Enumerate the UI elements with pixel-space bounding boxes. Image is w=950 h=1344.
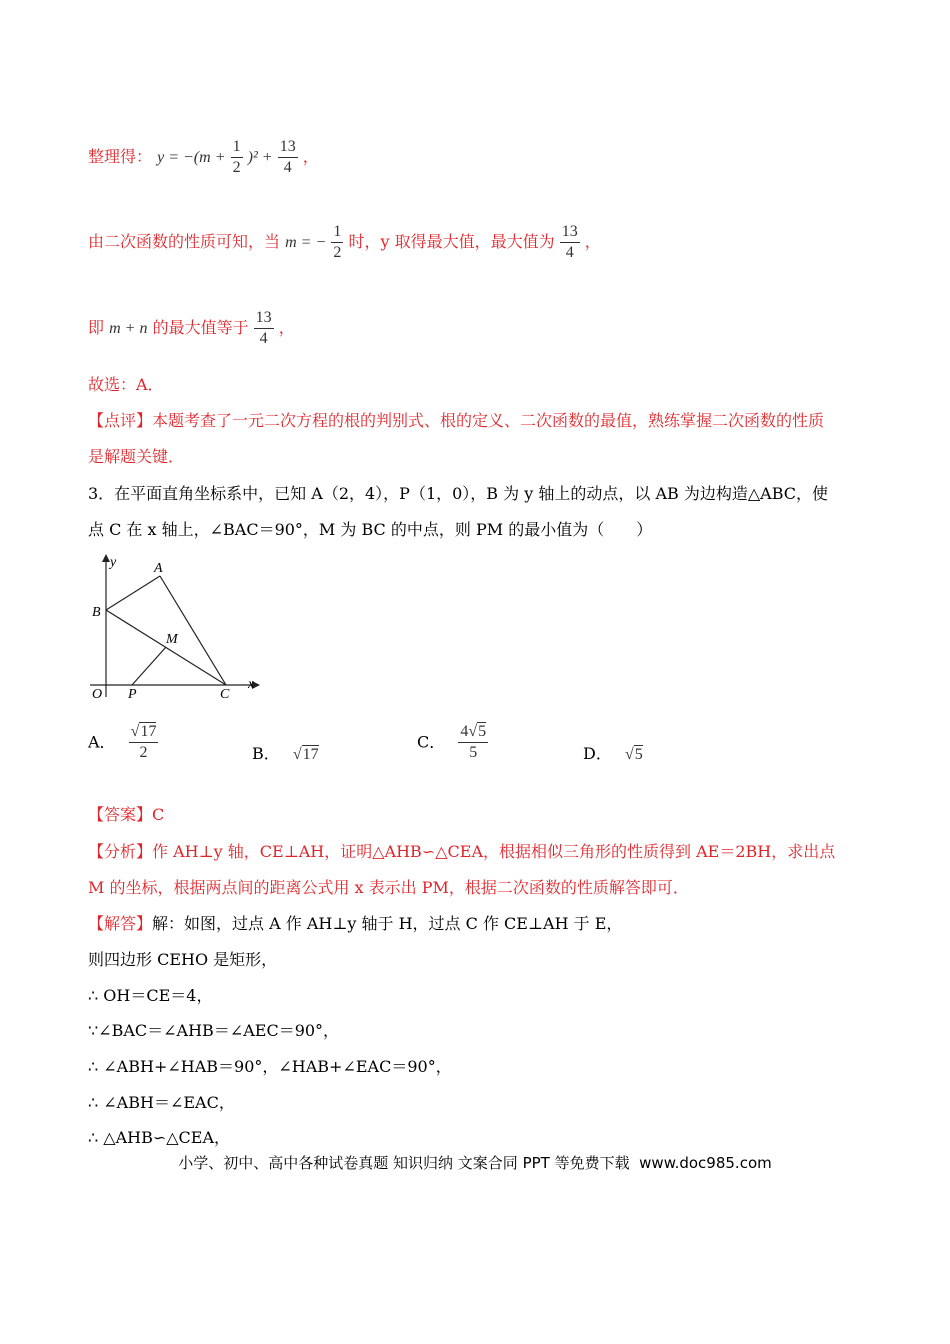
denominator: 2 bbox=[232, 159, 241, 176]
option-a bbox=[88, 722, 158, 763]
label-A: A bbox=[154, 561, 163, 576]
sqrt: √5 bbox=[624, 746, 643, 763]
numerator: 1 bbox=[331, 222, 343, 243]
formula-part: m = − bbox=[285, 234, 327, 251]
numerator bbox=[129, 722, 159, 743]
radicand: 17 bbox=[140, 723, 157, 740]
analysis-line-2: M 的坐标，根据两点间的距离公式用 x 表示出 PM，根据二次函数的性质解答即可． bbox=[88, 878, 689, 897]
radicand: 5 bbox=[478, 723, 487, 740]
text-suffix: ， bbox=[584, 232, 601, 251]
comment-line-2: 是解题关键． bbox=[88, 447, 185, 466]
step-3: ∵∠BAC＝∠AHB＝∠AEC＝90°， bbox=[88, 1021, 340, 1040]
fraction bbox=[560, 222, 580, 263]
page-footer bbox=[0, 1152, 950, 1173]
label-O: O bbox=[92, 687, 103, 702]
formula-line-3 bbox=[88, 308, 295, 349]
solution-line bbox=[88, 914, 622, 934]
segment-PM bbox=[132, 647, 166, 685]
comment-line-1: 【点评】本题考查了一元二次方程的根的判别式、根的定义、二次函数的最值，熟练掌握二次函数的性质 bbox=[88, 411, 825, 430]
fraction bbox=[231, 137, 243, 178]
text-middle: 时，y 取得最大值，最大值为 bbox=[348, 232, 555, 251]
text-prefix: 即 bbox=[88, 318, 105, 337]
solution-label: 【解答】 bbox=[88, 914, 153, 933]
denominator: 2 bbox=[333, 244, 342, 261]
sqrt: √5 bbox=[468, 723, 487, 740]
solution-text: 解：如图，过点 A 作 AH⊥y 轴于 H，过点 C 作 CE⊥AH 于 E， bbox=[152, 914, 623, 933]
footer-link[interactable]: www.doc985.com bbox=[639, 1154, 772, 1172]
numerator: 13 bbox=[278, 137, 298, 158]
sqrt: √17 bbox=[130, 723, 157, 740]
numerator: 13 bbox=[254, 308, 274, 329]
text-suffix: ， bbox=[278, 318, 295, 337]
fraction bbox=[278, 137, 298, 178]
option-b bbox=[252, 744, 319, 765]
denominator: 2 bbox=[139, 744, 148, 761]
answer-line: 【答案】C bbox=[88, 805, 165, 824]
step-2: ∴ OH＝CE＝4， bbox=[88, 986, 213, 1005]
label-y: y bbox=[110, 555, 117, 570]
numerator: 1 bbox=[231, 137, 243, 158]
step-5: ∴ ∠ABH＝∠EAC， bbox=[88, 1093, 235, 1112]
radicand: 5 bbox=[634, 746, 643, 763]
step-1: 则四边形 CEHO 是矩形， bbox=[88, 950, 278, 969]
choice-line: 故选：A． bbox=[88, 375, 164, 394]
label-x: x bbox=[248, 677, 255, 692]
option-d bbox=[583, 744, 643, 765]
denominator: 4 bbox=[283, 159, 292, 176]
geometry-figure bbox=[86, 552, 266, 706]
footer-text: 小学、初中、高中各种试卷真题 知识归纳 文案合同 PPT 等免费下载 bbox=[178, 1154, 630, 1172]
analysis-line-1: 【分析】作 AH⊥y 轴，CE⊥AH，证明△AHB∽△CEA，根据相似三角形的性质得到 AE＝2BH，求出点 bbox=[88, 842, 836, 861]
numerator: 13 bbox=[560, 222, 580, 243]
segment-AC bbox=[160, 576, 226, 685]
fraction bbox=[331, 222, 343, 263]
label-B: B bbox=[92, 605, 101, 620]
option-label: D． bbox=[583, 744, 612, 763]
denominator: 4 bbox=[259, 330, 268, 347]
numerator bbox=[458, 722, 488, 743]
formula-line-1 bbox=[88, 137, 319, 178]
fraction bbox=[254, 308, 274, 349]
text-suffix: ， bbox=[302, 147, 319, 166]
denominator: 4 bbox=[565, 244, 574, 261]
sqrt: √17 bbox=[292, 746, 319, 763]
text-prefix: 整理得： bbox=[88, 147, 153, 166]
fraction bbox=[129, 722, 159, 763]
label-M: M bbox=[166, 632, 178, 647]
label-C: C bbox=[220, 687, 230, 702]
option-label: A． bbox=[88, 732, 116, 752]
formula-part: )² + bbox=[247, 149, 273, 166]
formula-line-2 bbox=[88, 222, 601, 263]
radicand: 17 bbox=[302, 746, 319, 763]
y-axis-arrow bbox=[102, 554, 110, 562]
segment-AB bbox=[106, 576, 160, 610]
formula-part: m + n bbox=[109, 320, 148, 337]
formula-part: y = −(m + bbox=[157, 149, 226, 166]
fraction bbox=[458, 722, 488, 763]
question-line-1: 3．在平面直角坐标系中，已知 A（2，4），P（1，0），B 为 y 轴上的动点，以 AB 为边构造△ABC，使 bbox=[88, 484, 829, 503]
question-line-2: 点 C 在 x 轴上，∠BAC＝90°，M 为 BC 的中点，则 PM 的最小值为（ ） bbox=[88, 520, 653, 539]
option-label: B． bbox=[252, 744, 280, 763]
step-4: ∴ ∠ABH+∠HAB＝90°，∠HAB+∠EAC＝90°， bbox=[88, 1057, 452, 1076]
coefficient: 4 bbox=[460, 723, 469, 740]
text-prefix: 由二次函数的性质可知，当 bbox=[88, 232, 281, 251]
denominator: 5 bbox=[469, 744, 478, 761]
text-middle: 的最大值等于 bbox=[152, 318, 249, 337]
label-P: P bbox=[128, 687, 137, 702]
option-c bbox=[417, 722, 488, 763]
option-label: C． bbox=[417, 732, 446, 752]
step-6: ∴ △AHB∽△CEA， bbox=[88, 1128, 231, 1147]
